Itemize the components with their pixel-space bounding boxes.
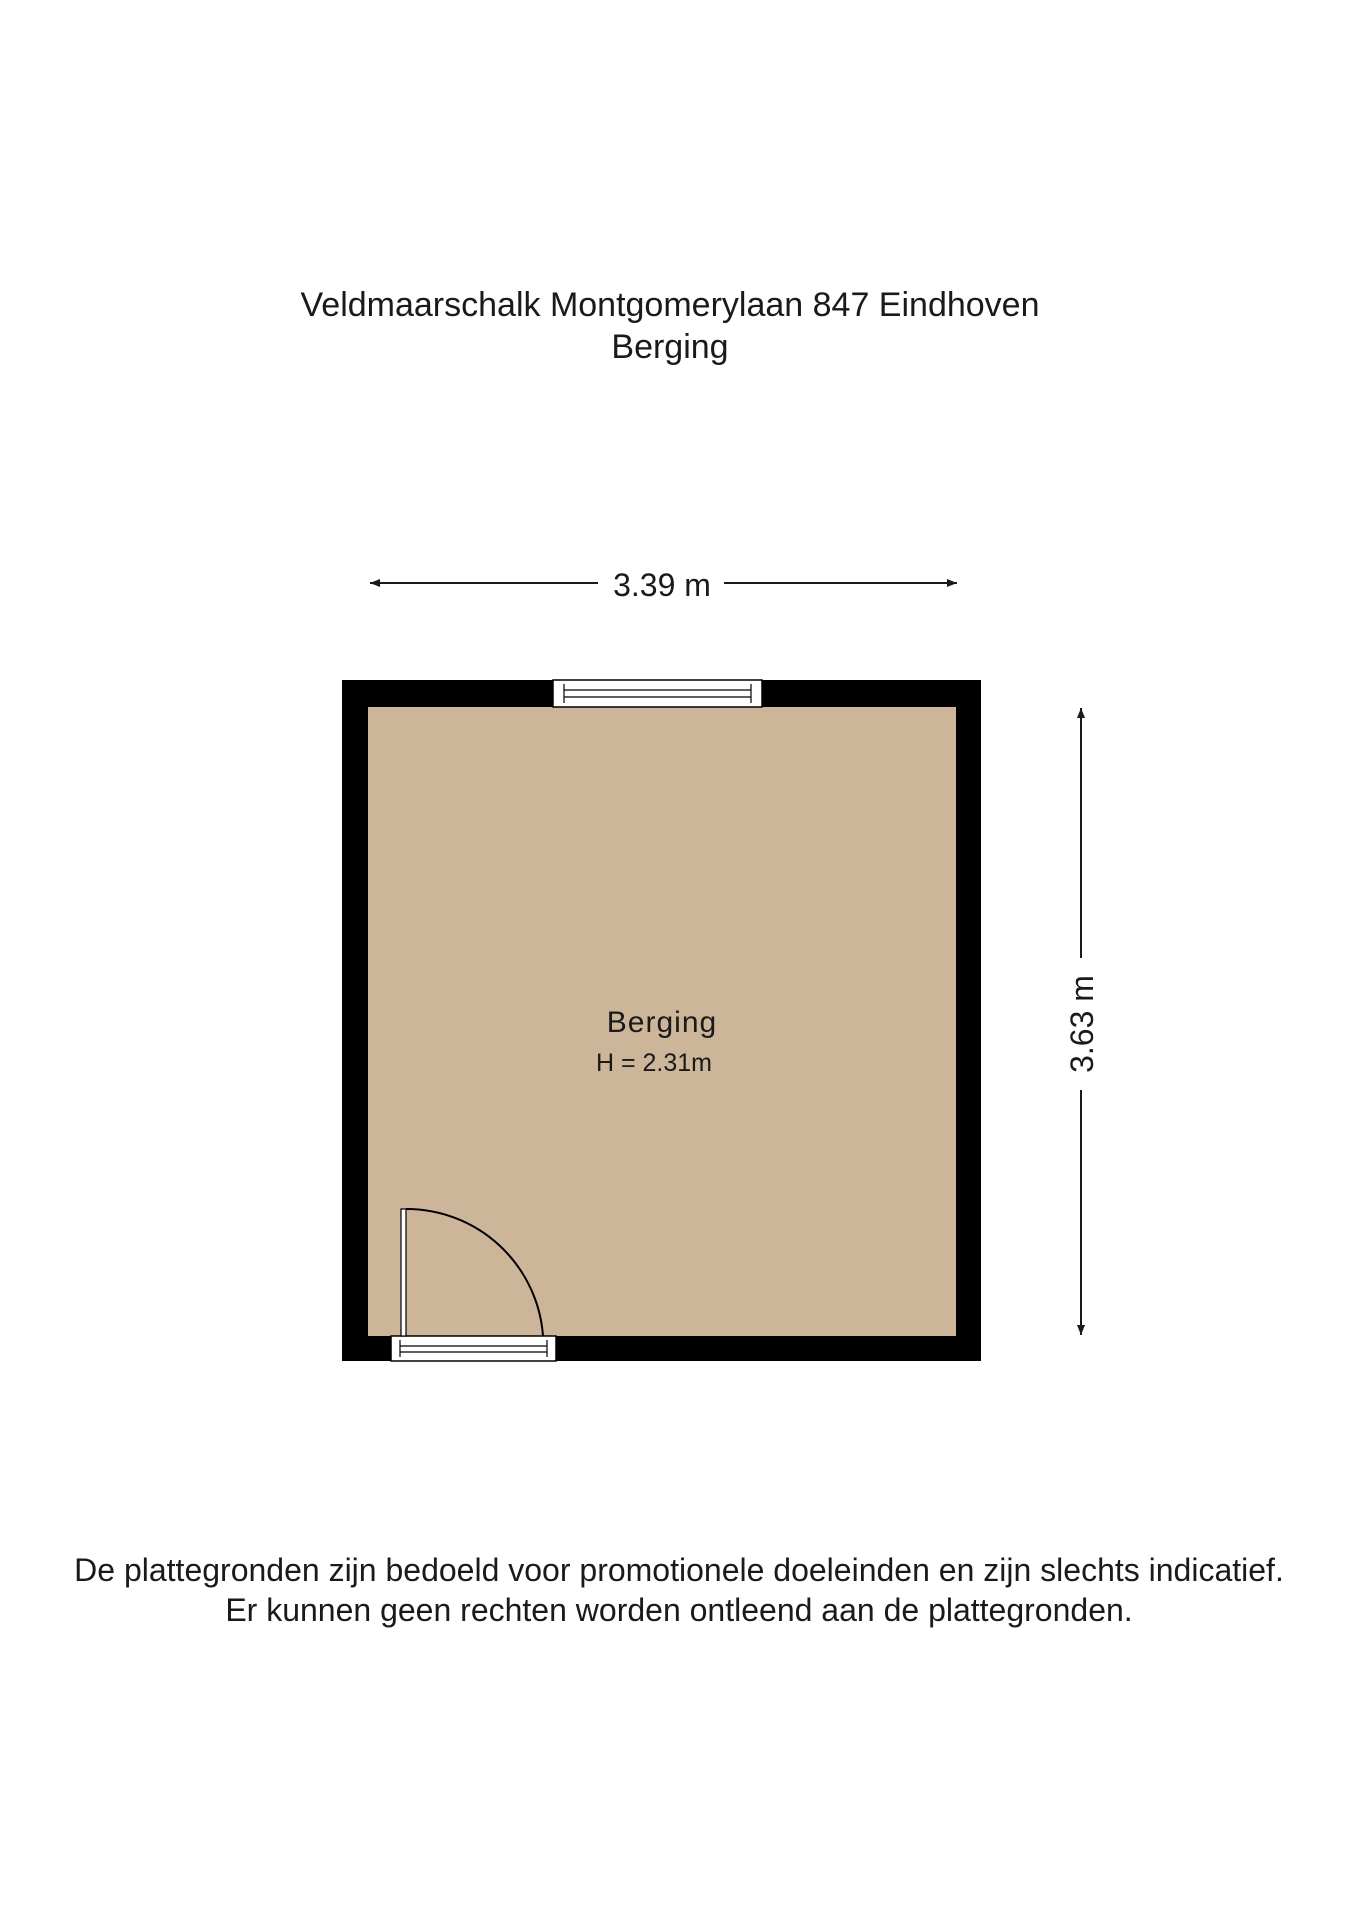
depth-label: 3.63 m bbox=[1064, 975, 1100, 1073]
room-name: Berging bbox=[606, 1006, 718, 1039]
width-label: 3.39 m bbox=[613, 567, 711, 603]
disclaimer-line-2: Er kunnen geen rechten worden ontleend aan de plattegronden. bbox=[225, 1592, 1133, 1628]
disclaimer bbox=[0, 1550, 1358, 1630]
room-height: H = 2.31m bbox=[595, 1049, 713, 1077]
door-opening bbox=[391, 1336, 556, 1361]
door-leaf bbox=[401, 1209, 406, 1336]
disclaimer-line-1: De plattegronden zijn bedoeld voor promotionele doeleinden en zijn slechts indicatief. bbox=[74, 1552, 1284, 1588]
width-dimension bbox=[370, 567, 957, 603]
address-title: Veldmaarschalk Montgomerylaan 847 Eindhoven bbox=[300, 286, 1040, 324]
window-top bbox=[553, 680, 762, 707]
floor-name: Berging bbox=[611, 328, 729, 366]
depth-dimension bbox=[1064, 708, 1100, 1335]
